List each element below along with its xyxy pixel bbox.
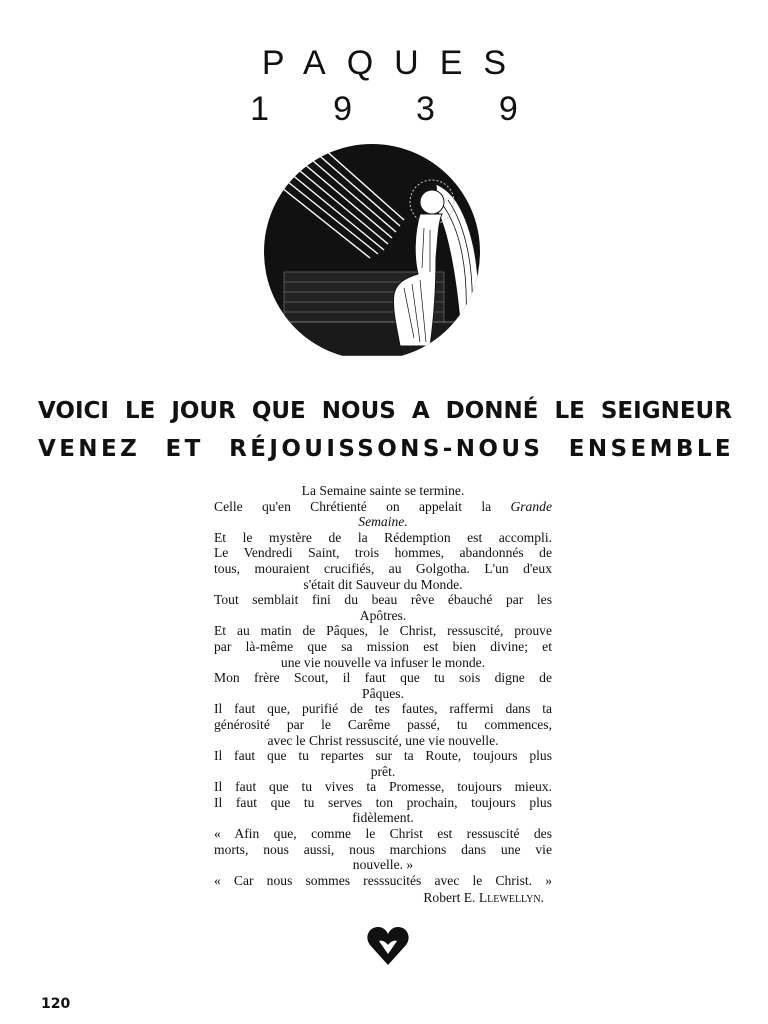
poem-line-emphasis: Grande bbox=[510, 498, 552, 514]
poem-line: Il faut que, purifié de tes fautes, raffermi dans ta bbox=[214, 701, 552, 717]
title-paques: PAQUES bbox=[261, 44, 528, 82]
poem-line: tous, mouraient crucifiés, au Golgotha. L'un d'eux bbox=[214, 560, 552, 576]
headline-line-2: VENEZ ET RÉJOUISSONS-NOUS ENSEMBLE bbox=[38, 436, 735, 462]
poem-line: avec le Christ ressuscité, une vie nouvelle. bbox=[267, 732, 499, 748]
poem-line-text: Celle qu'en Chrétienté on appelait la bbox=[214, 498, 492, 514]
title-year: 1939 bbox=[250, 90, 582, 128]
poem-line: générosité par le Carême passé, tu commences, bbox=[214, 716, 552, 732]
poem-line: Apôtres. bbox=[359, 607, 407, 623]
poem-line: La Semaine sainte se termine. bbox=[301, 483, 465, 498]
heart-icon bbox=[366, 924, 410, 968]
poem-line: « Afin que, comme le Christ est ressuscité des bbox=[214, 826, 552, 842]
poem-line: Pâques. bbox=[362, 685, 404, 701]
poem-line: Le Vendredi Saint, trois hommes, abandonnés de bbox=[214, 545, 552, 561]
poem-line: Il faut que tu serves ton prochain, toujours plus bbox=[214, 794, 552, 810]
angel-at-tomb-illustration bbox=[254, 138, 490, 356]
poem-line: Et le mystère de la Rédemption est accompli. bbox=[214, 529, 552, 545]
poem-line: s'était dit Sauveur du Monde. bbox=[303, 576, 463, 592]
poem-line: Mon frère Scout, il faut que tu sois digne de bbox=[214, 670, 552, 686]
signature-first: Robert E. bbox=[423, 890, 476, 905]
poem-line: une vie nouvelle va infuser le monde. bbox=[280, 654, 486, 670]
poem-line: Il faut que tu repartes sur ta Route, toujours plus bbox=[214, 748, 552, 764]
poem-line: morts, nous aussi, nous marchions dans une vie bbox=[214, 841, 552, 857]
poem-line: Et au matin de Pâques, le Christ, ressuscité, prouve bbox=[214, 623, 552, 639]
poem-line: fidèlement. bbox=[352, 810, 414, 826]
poem-line: « Car nous sommes resssucités avec le Christ. » bbox=[214, 872, 552, 888]
page-number: 120 bbox=[41, 996, 71, 1012]
poem-line: prêt. bbox=[370, 763, 396, 779]
poem-line: Tout semblait fini du beau rêve ébauché par les bbox=[214, 592, 552, 608]
poem-line: par là-même que sa mission est bien divine; et bbox=[214, 638, 552, 654]
signature-last: Llewellyn. bbox=[478, 890, 544, 905]
poem-line: Semaine. bbox=[358, 514, 408, 530]
signature bbox=[214, 890, 552, 906]
poem-text bbox=[214, 483, 552, 888]
headline-line-1: VOICI LE JOUR QUE NOUS A DONNÉ LE SEIGNEUR bbox=[38, 398, 732, 424]
poem-line bbox=[214, 499, 552, 515]
poem-line: Il faut que tu vives ta Promesse, toujours mieux. bbox=[214, 779, 552, 795]
poem-line: nouvelle. » bbox=[352, 857, 414, 873]
